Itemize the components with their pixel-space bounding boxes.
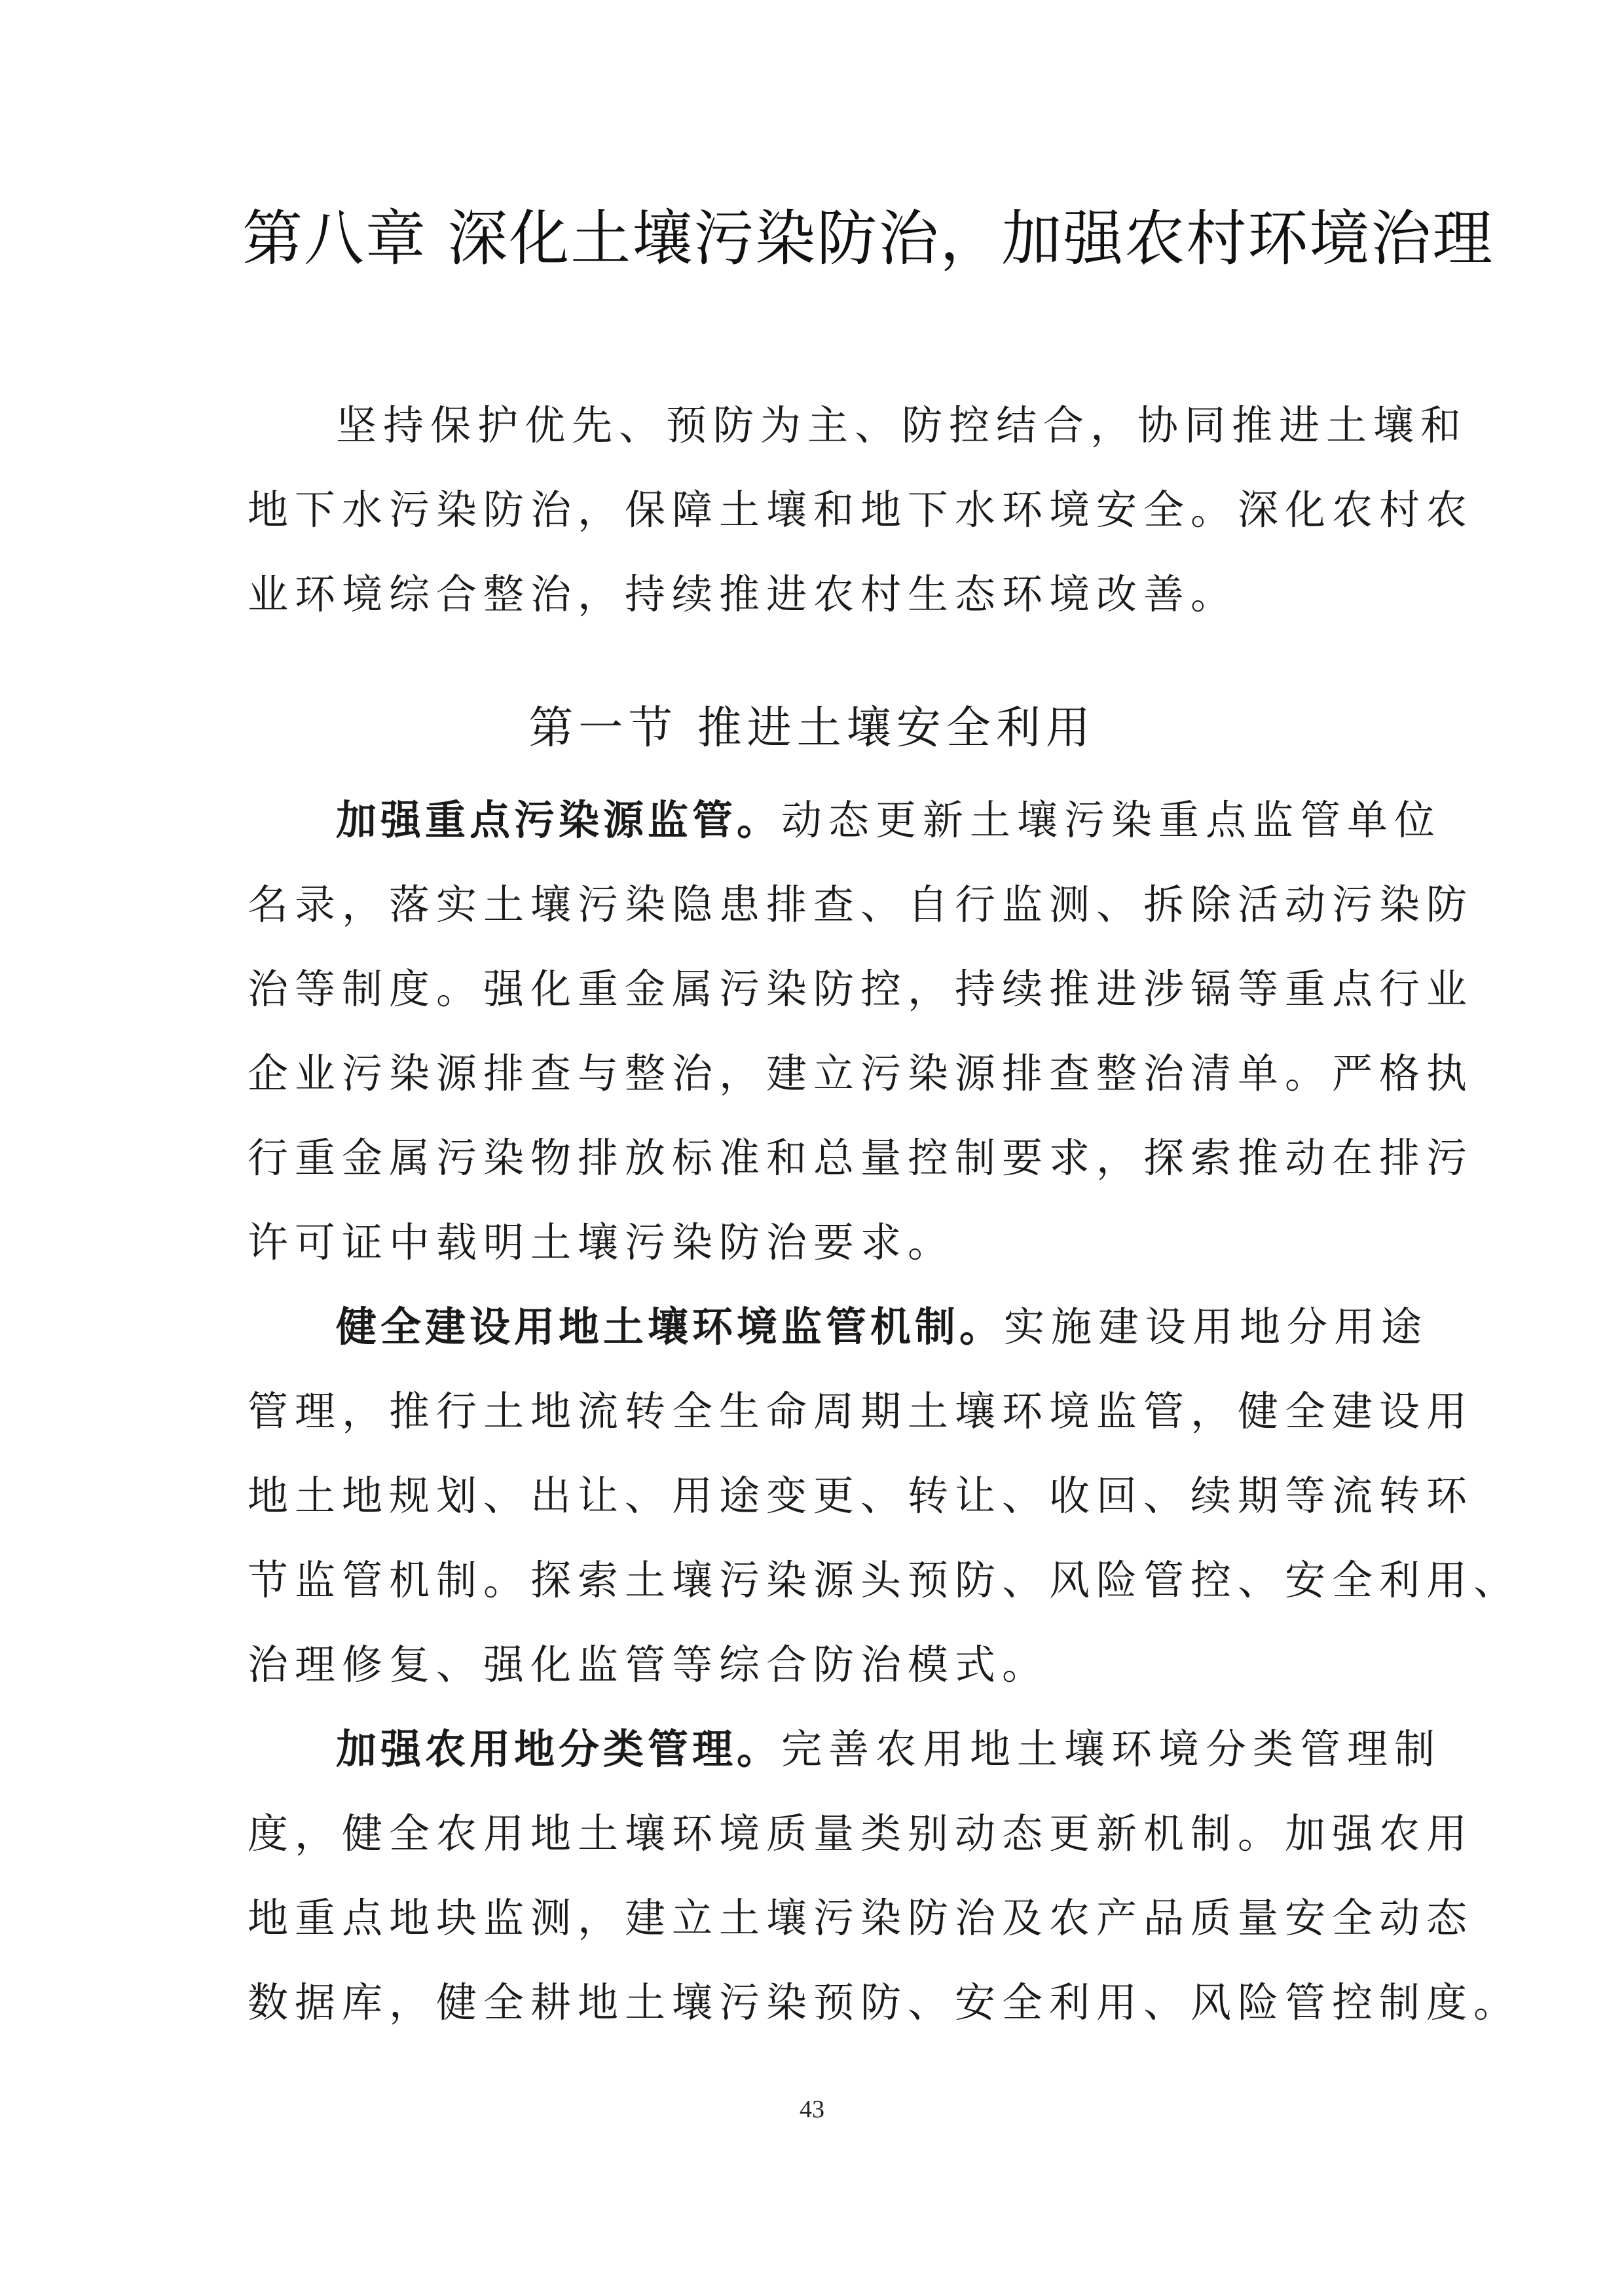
text-line: 地下水污染防治，保障土壤和地下水环境安全。深化农村农 bbox=[248, 486, 1474, 534]
text-line: 行重金属污染物排放标准和总量控制要求，探索推动在排污 bbox=[248, 1134, 1474, 1182]
paragraph-first-line bbox=[248, 1285, 1429, 1369]
paragraph-pollution-source bbox=[248, 778, 1474, 1285]
text-run: 动态更新土壤污染重点监管单位 bbox=[781, 796, 1442, 844]
paragraph-first-line bbox=[248, 778, 1442, 862]
text-line: 业环境综合整治，持续推进农村生态环境改善。 bbox=[248, 570, 1238, 618]
paragraph-first-line bbox=[248, 1707, 1442, 1791]
text-line: 度，健全农用地土壤环境质量类别动态更新机制。加强农用 bbox=[248, 1810, 1474, 1857]
paragraph-construction-land bbox=[248, 1285, 1521, 1707]
text-line: 治等制度。强化重金属污染防控，持续推进涉镉等重点行业 bbox=[248, 965, 1474, 1013]
paragraph-heading: 健全建设用地土壤环境监管机制。 bbox=[336, 1303, 1005, 1351]
intro-paragraph bbox=[248, 383, 1474, 636]
text-line: 坚持保护优先、预防为主、防控结合，协同推进土壤和 bbox=[336, 401, 1468, 449]
text-line: 节监管机制。探索土壤污染源头预防、风险管控、安全利用、 bbox=[248, 1556, 1521, 1604]
text-line: 地重点地块监测，建立土壤污染防治及农产品质量安全动态 bbox=[248, 1894, 1474, 1942]
section-title: 第一节 推进土壤安全利用 bbox=[528, 702, 1096, 754]
paragraph-heading: 加强重点污染源监管。 bbox=[336, 796, 782, 844]
text-line: 企业污染源排查与整治，建立污染源排查整治清单。严格执 bbox=[248, 1049, 1474, 1097]
text-line: 地土地规划、出让、用途变更、转让、收回、续期等流转环 bbox=[248, 1472, 1474, 1520]
text-line: 数据库，健全耕地土壤污染预防、安全利用、风险管控制度。 bbox=[248, 1978, 1521, 2026]
text-line: 管理，推行土地流转全生命周期土壤环境监管，健全建设用 bbox=[248, 1387, 1474, 1435]
text-line: 名录，落实土壤污染隐患排查、自行监测、拆除活动污染防 bbox=[248, 881, 1474, 928]
paragraph-heading: 加强农用地分类管理。 bbox=[336, 1725, 782, 1773]
page-number: 43 bbox=[800, 2096, 824, 2123]
text-line: 许可证中载明土壤污染防治要求。 bbox=[248, 1218, 955, 1266]
text-run: 完善农用地土壤环境分类管理制 bbox=[781, 1725, 1442, 1773]
text-run: 实施建设用地分用途 bbox=[1004, 1303, 1429, 1351]
chapter-title: 第八章 深化土壤污染防治，加强农村环境治理 bbox=[242, 204, 1494, 274]
text-line: 治理修复、强化监管等综合防治模式。 bbox=[248, 1641, 1050, 1688]
paragraph-agricultural-land bbox=[248, 1707, 1521, 2045]
